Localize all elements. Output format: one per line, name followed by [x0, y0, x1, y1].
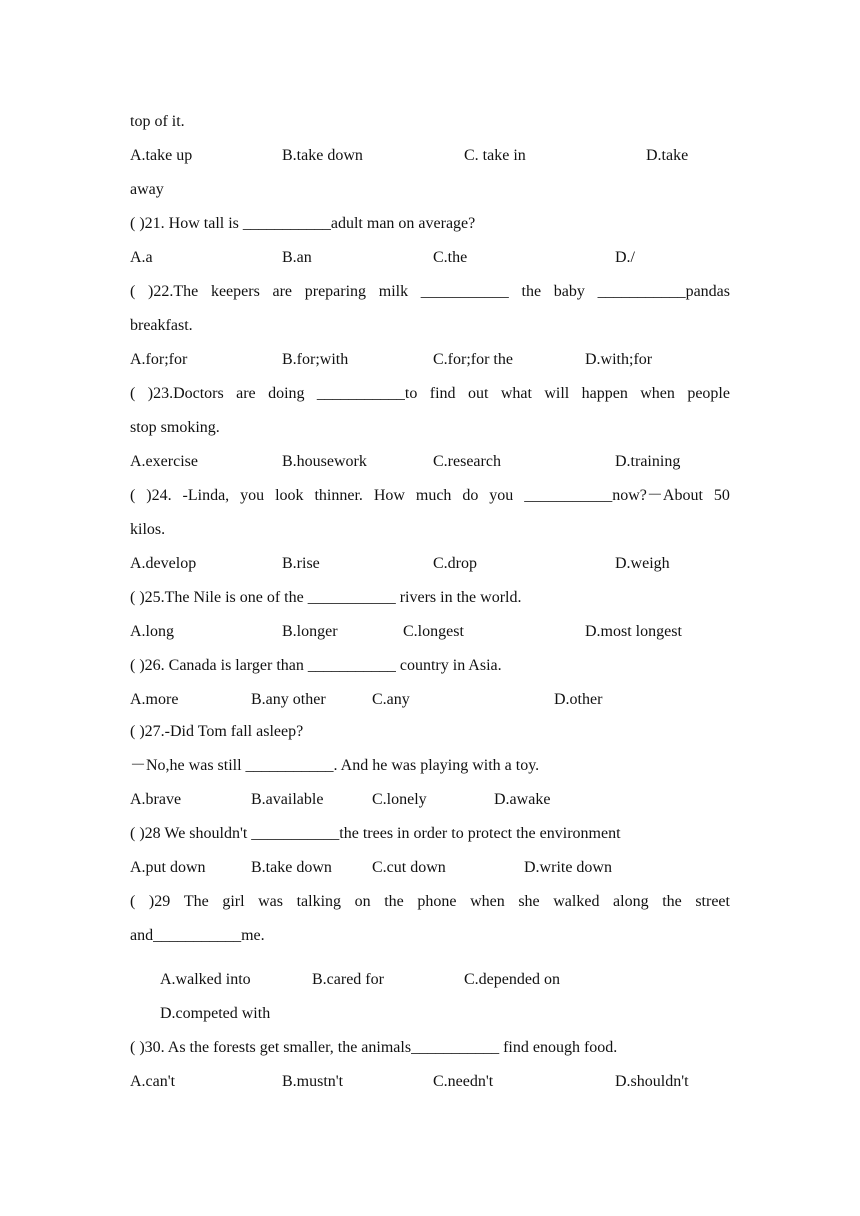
option-d: D.other: [554, 691, 603, 708]
stem-word: (: [130, 385, 136, 402]
stem-word: ___________pandas: [597, 283, 730, 300]
option-c: C.the: [433, 249, 468, 266]
stem-word: street: [695, 893, 730, 910]
stem-word: preparing: [304, 283, 367, 300]
stem-word: baby: [553, 283, 585, 300]
option-a: A.long: [130, 623, 174, 640]
stem-word: (: [130, 283, 136, 300]
stem-word: out: [467, 385, 489, 402]
stem-word: (: [130, 893, 136, 910]
stem-word: what: [500, 385, 532, 402]
stem-word: milk: [378, 283, 409, 300]
question-29-stem-line2: and___________me.: [130, 927, 265, 944]
stem-word: happen: [581, 385, 628, 402]
question-20-stem-end: top of it.: [130, 113, 185, 130]
stem-word: she: [518, 893, 540, 910]
option-d: D.competed with: [160, 1005, 271, 1022]
stem-word: girl: [222, 893, 245, 910]
stem-word: are: [272, 283, 293, 300]
option-c: C.depended on: [464, 971, 560, 988]
option-b: B.cared for: [312, 971, 384, 988]
stem-word: do: [462, 487, 479, 504]
option-c: C.longest: [403, 623, 464, 640]
stem-word: )29: [148, 893, 171, 910]
stem-word: are: [236, 385, 256, 402]
stem-word: )24.: [146, 487, 172, 504]
stem-word: along: [613, 893, 649, 910]
stem-word: the: [521, 283, 542, 300]
option-d: D.training: [615, 453, 681, 470]
option-a: A.brave: [130, 791, 182, 808]
option-c: C. take in: [464, 147, 526, 164]
option-d: D.with;for: [585, 351, 653, 368]
question-24-stem: [130, 486, 730, 506]
option-b: B.for;with: [282, 351, 349, 368]
stem-word: people: [687, 385, 730, 402]
stem-word: (: [130, 487, 136, 504]
option-c: C.cut down: [372, 859, 446, 876]
stem-word: )23.Doctors: [147, 385, 224, 402]
option-b: B.housework: [282, 453, 367, 470]
option-b: B.take down: [282, 147, 363, 164]
question-27-stem-line2: －No,he was still ___________. And he was playing with a toy.: [130, 757, 540, 774]
option-b: B.mustn't: [282, 1073, 344, 1090]
stem-word: )22.The: [148, 283, 199, 300]
option-d: D.awake: [494, 791, 551, 808]
option-b: B.any other: [251, 691, 326, 708]
option-b: B.available: [251, 791, 324, 808]
question-22-stem-line2: breakfast.: [130, 317, 193, 334]
stem-word: doing: [268, 385, 305, 402]
question-25-stem: ( )25.The Nile is one of the ___________ rivers in the world.: [130, 589, 522, 606]
option-c: C.drop: [433, 555, 477, 572]
option-d: D./: [615, 249, 635, 266]
option-c: C.research: [433, 453, 501, 470]
question-21-stem: ( )21. How tall is ___________adult man on average?: [130, 215, 476, 232]
stem-word: ___________to: [316, 385, 418, 402]
question-24-stem-line2: kilos.: [130, 521, 166, 538]
question-23-stem: [130, 384, 730, 404]
stem-word: will: [544, 385, 570, 402]
option-b: B.take down: [251, 859, 332, 876]
option-a: A.a: [130, 249, 153, 266]
stem-word: keepers: [210, 283, 260, 300]
stem-word: phone: [417, 893, 457, 910]
stem-word: you: [240, 487, 265, 504]
question-23-stem-line2: stop smoking.: [130, 419, 220, 436]
question-29-stem: [130, 892, 730, 912]
option-a: A.develop: [130, 555, 197, 572]
stem-word: -Linda,: [182, 487, 230, 504]
option-b: B.an: [282, 249, 312, 266]
option-d: D.write down: [524, 859, 612, 876]
stem-word: much: [415, 487, 452, 504]
option-b: B.rise: [282, 555, 320, 572]
question-30-stem: ( )30. As the forests get smaller, the animals___________ find enough food.: [130, 1039, 618, 1056]
option-a: A.exercise: [130, 453, 198, 470]
option-b: B.longer: [282, 623, 338, 640]
stem-word: the: [662, 893, 682, 910]
stem-word: on: [354, 893, 371, 910]
option-c: C.for;for the: [433, 351, 513, 368]
option-d: D.take: [646, 147, 689, 164]
option-d: D.weigh: [615, 555, 670, 572]
stem-word: walked: [553, 893, 600, 910]
question-27-stem: ( )27.-Did Tom fall asleep?: [130, 723, 304, 740]
stem-word: look: [275, 487, 304, 504]
question-26-stem: ( )26. Canada is larger than ___________ country in Asia.: [130, 657, 502, 674]
stem-word: when: [470, 893, 505, 910]
stem-word: ___________: [420, 283, 509, 300]
stem-word: ___________now?－About: [524, 487, 703, 504]
stem-word: when: [640, 385, 675, 402]
option-a: A.for;for: [130, 351, 188, 368]
stem-word: 50: [713, 487, 730, 504]
option-d: D.most longest: [585, 623, 682, 640]
stem-word: The: [183, 893, 209, 910]
option-d-wrap: away: [130, 181, 164, 198]
option-a: A.can't: [130, 1073, 176, 1090]
option-c: C.lonely: [372, 791, 427, 808]
stem-word: the: [384, 893, 404, 910]
stem-word: How: [373, 487, 405, 504]
question-28-stem: ( )28 We shouldn't ___________the trees in order to protect the environment: [130, 825, 621, 842]
stem-word: you: [489, 487, 514, 504]
option-a: A.more: [130, 691, 179, 708]
stem-word: was: [258, 893, 284, 910]
stem-word: find: [429, 385, 456, 402]
option-d: D.shouldn't: [615, 1073, 689, 1090]
option-a: A.put down: [130, 859, 206, 876]
option-a: A.walked into: [160, 971, 251, 988]
option-c: C.any: [372, 691, 410, 708]
question-22-stem: [130, 282, 730, 302]
stem-word: thinner.: [314, 487, 363, 504]
option-c: C.needn't: [433, 1073, 494, 1090]
stem-word: talking: [296, 893, 342, 910]
option-a: A.take up: [130, 147, 193, 164]
